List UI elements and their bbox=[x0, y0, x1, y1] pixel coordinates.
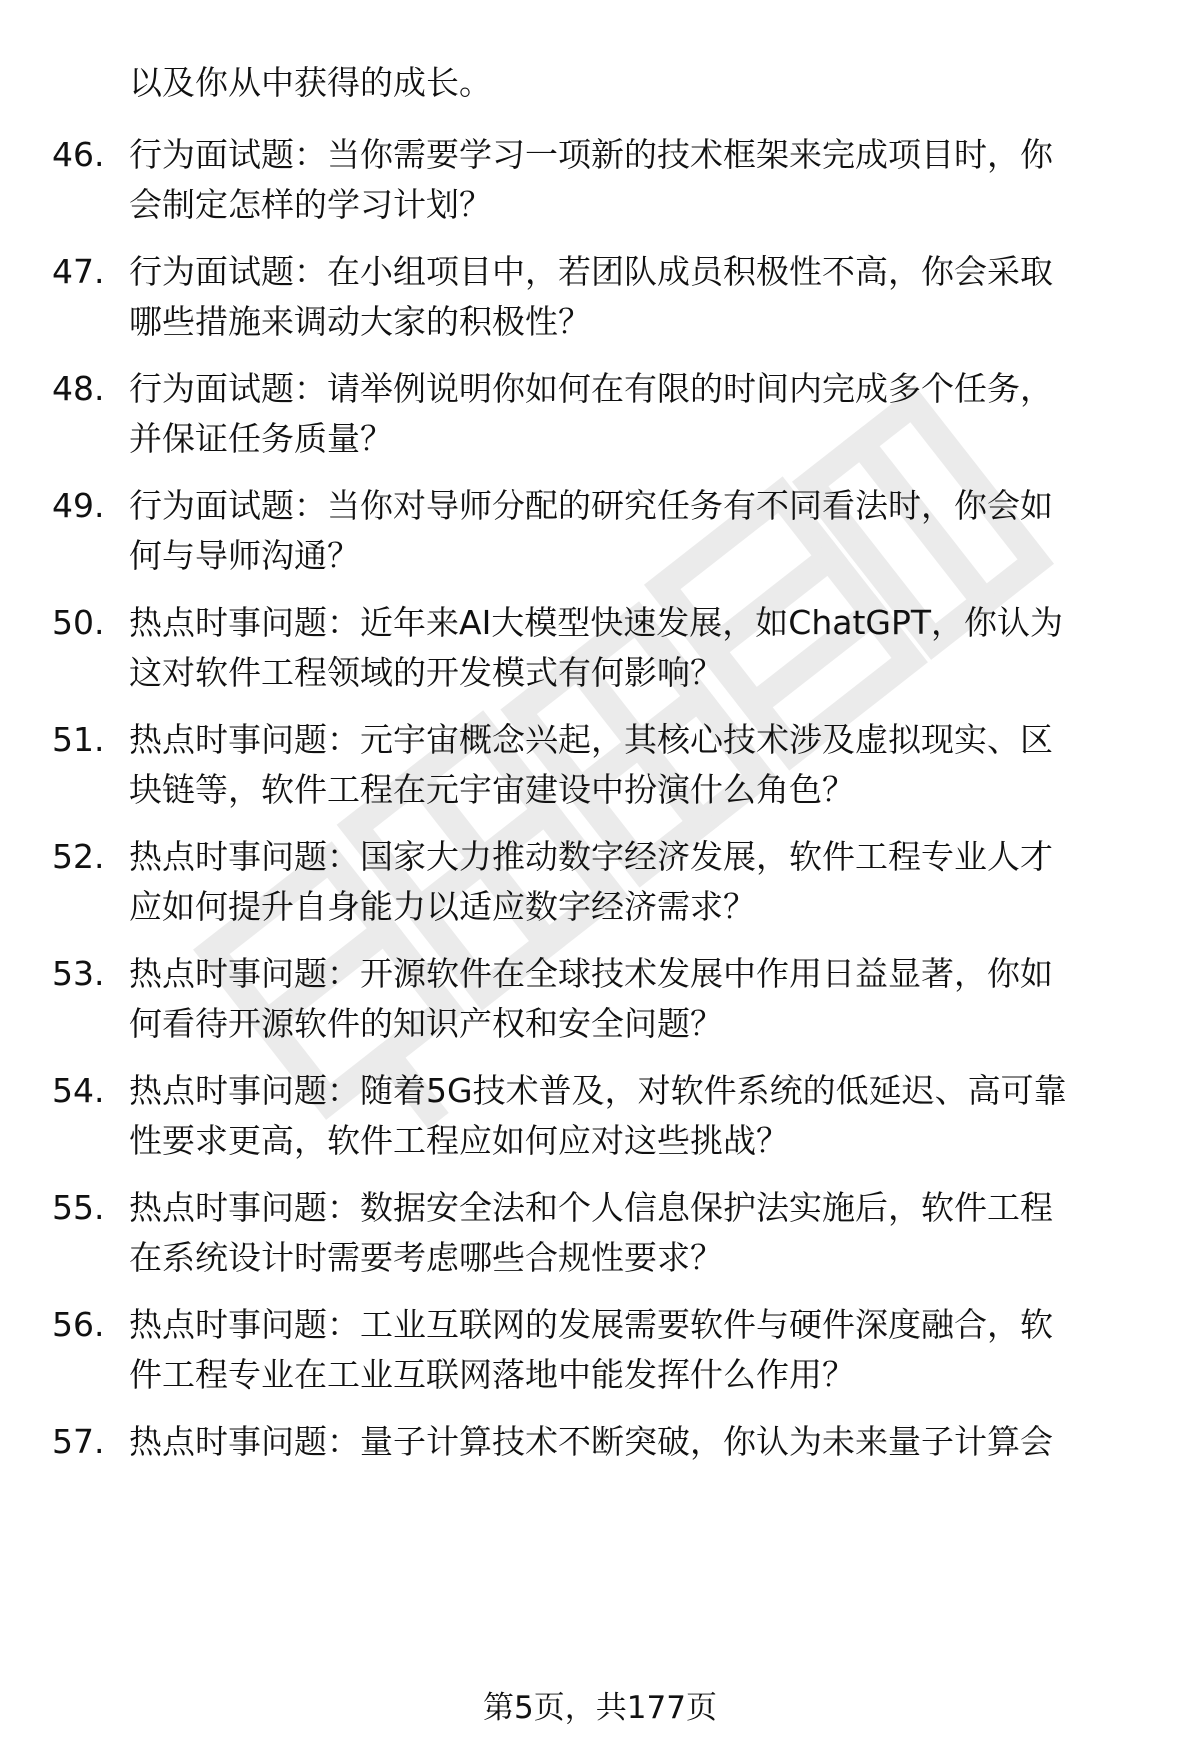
item-text-line: 并保证任务质量？ bbox=[129, 419, 393, 458]
list-item bbox=[52, 130, 1162, 230]
list-item bbox=[52, 247, 1162, 347]
item-text-line: 热点时事问题：随着5G技术普及，对软件系统的低延迟、高可靠 bbox=[129, 1071, 1067, 1110]
item-text-line: 件工程专业在工业互联网落地中能发挥什么作用？ bbox=[129, 1355, 855, 1394]
list-item bbox=[52, 715, 1162, 815]
item-number: 47. bbox=[52, 252, 105, 291]
item-text-line: 行为面试题：当你需要学习一项新的技术框架来完成项目时，你 bbox=[129, 135, 1053, 174]
item-text-line: 会制定怎样的学习计划？ bbox=[129, 185, 492, 224]
list-item bbox=[52, 598, 1162, 698]
item-text-line: 块链等，软件工程在元宇宙建设中扮演什么角色？ bbox=[129, 770, 855, 809]
item-number: 51. bbox=[52, 720, 105, 759]
item-text-line: 应如何提升自身能力以适应数字经济需求？ bbox=[129, 887, 756, 926]
list-item bbox=[52, 1300, 1162, 1400]
item-number: 49. bbox=[52, 486, 105, 525]
list-item bbox=[52, 1066, 1162, 1166]
item-text-line: 在系统设计时需要考虑哪些合规性要求？ bbox=[129, 1238, 723, 1277]
item-number: 57. bbox=[52, 1422, 105, 1461]
item-text-line: 这对软件工程领域的开发模式有何影响？ bbox=[129, 653, 723, 692]
page-footer: 第5页，共177页 bbox=[483, 1690, 717, 1726]
item-text-line: 热点时事问题：国家大力推动数字经济发展，软件工程专业人才 bbox=[129, 837, 1053, 876]
item-text-line: 何看待开源软件的知识产权和安全问题？ bbox=[129, 1004, 723, 1043]
item-text-line: 热点时事问题：量子计算技术不断突破，你认为未来量子计算会 bbox=[129, 1422, 1053, 1461]
item-number: 56. bbox=[52, 1305, 105, 1344]
item-text-line: 性要求更高，软件工程应如何应对这些挑战？ bbox=[129, 1121, 789, 1160]
item-number: 53. bbox=[52, 954, 105, 993]
item-number: 46. bbox=[52, 135, 105, 174]
item-text-line: 热点时事问题：数据安全法和个人信息保护法实施后，软件工程 bbox=[129, 1188, 1053, 1227]
list-item bbox=[52, 364, 1162, 464]
continuation-text: 以及你从中获得的成长。 bbox=[129, 63, 492, 102]
item-text-line: 行为面试题：在小组项目中，若团队成员积极性不高，你会采取 bbox=[129, 252, 1053, 291]
item-number: 52. bbox=[52, 837, 105, 876]
list-item bbox=[52, 481, 1162, 581]
item-text-line: 何与导师沟通？ bbox=[129, 536, 360, 575]
item-text-line: 热点时事问题：开源软件在全球技术发展中作用日益显著，你如 bbox=[129, 954, 1053, 993]
item-number: 54. bbox=[52, 1071, 105, 1110]
item-number: 48. bbox=[52, 369, 105, 408]
item-number: 55. bbox=[52, 1188, 105, 1227]
item-text-line: 热点时事问题：近年来AI大模型快速发展，如ChatGPT，你认为 bbox=[129, 603, 1064, 642]
list-item bbox=[52, 1183, 1162, 1283]
item-text-line: 哪些措施来调动大家的积极性？ bbox=[129, 302, 591, 341]
list-item bbox=[52, 1417, 1162, 1467]
item-text-line: 热点时事问题：工业互联网的发展需要软件与硬件深度融合，软 bbox=[129, 1305, 1053, 1344]
item-text-line: 行为面试题：请举例说明你如何在有限的时间内完成多个任务， bbox=[129, 369, 1053, 408]
item-text-line: 热点时事问题：元宇宙概念兴起，其核心技术涉及虚拟现实、区 bbox=[129, 720, 1053, 759]
list-item bbox=[52, 949, 1162, 1049]
list-item bbox=[52, 832, 1162, 932]
item-text-line: 行为面试题：当你对导师分配的研究任务有不同看法时，你会如 bbox=[129, 486, 1053, 525]
item-number: 50. bbox=[52, 603, 105, 642]
